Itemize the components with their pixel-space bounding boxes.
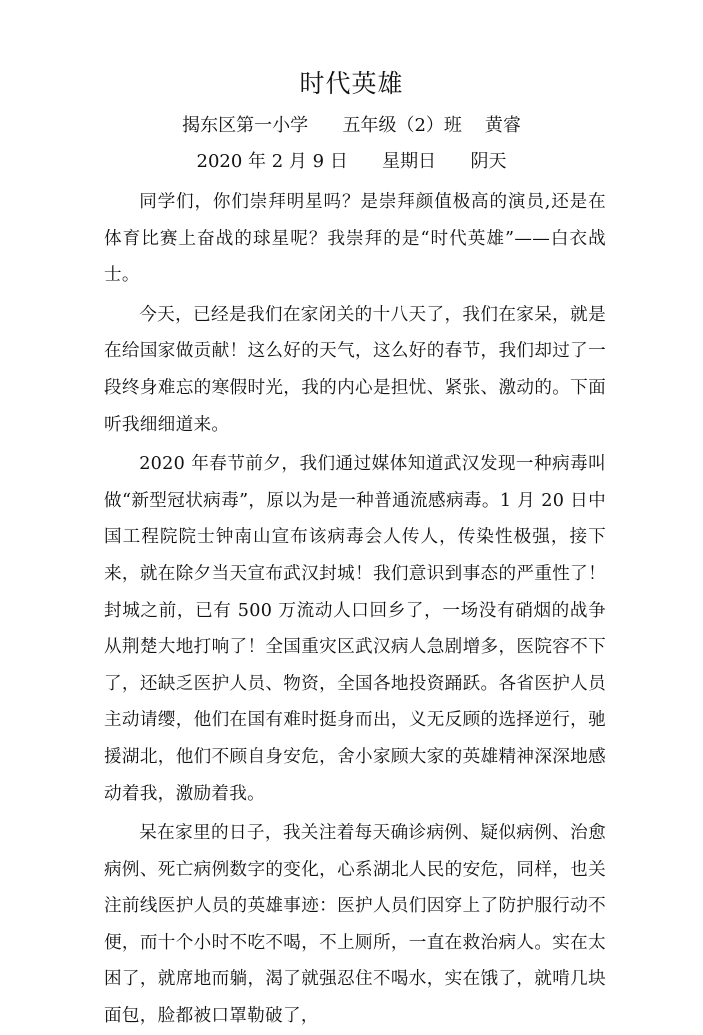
paragraph: 今天，已经是我们在家闭关的十八天了，我们在家呆，就是在给国家做贡献！这么好的天气，这么好的春节，我们却过了一段终身难忘的寒假时光，我的内心是担忧、紧张、激动的。下面听我细细道来。	[104, 304, 606, 435]
paragraph: 2020 年春节前夕，我们通过媒体知道武汉发现一种病毒叫做“新型冠状病毒”，原以为是一种普通流感病毒。1 月 20 日中国工程院院士钟南山宣布该病毒会人传人，传染性极强，接下来，就在除夕当天宣布武汉封城！我们意识到事态的严重性了！封城之前，已有 500 万流动人口回乡了，一场没有硝烟的战争从荆楚大地打响了！全国重灾区武汉病人急剧增多，医院容不下了，还缺乏医护人员、物资，全国各地投资踊跃。各省医护人员主动请缨，他们在国有难时挺身而出，义无反顾的选择逆行，驰援湖北，他们不顾自身安危，舍小家顾大家的英雄精神深深地感动着我，激励着我。	[104, 454, 606, 804]
document-title: 时代英雄	[299, 69, 404, 98]
author-line: 揭东区第一小学 五年级（2）班 黄睿	[182, 115, 521, 136]
document-body	[104, 184, 606, 1035]
paragraph: 呆在家里的日子，我关注着每天确诊病例、疑似病例、治愈病例、死亡病例数字的变化，心系湖北人民的安危，同样，也关注前线医护人员的英雄事迹：医护人员们因穿上了防护服行动不便，而十个小时不吃不喝，不上厕所，一直在救治病人。实在太困了，就席地而躺，渴了就强忍住不喝水，实在饿了，就啃几块面包，脸都被口罩勒破了，	[104, 823, 606, 1027]
paragraph: 同学们，你们崇拜明星吗？是崇拜颜值极高的演员,还是在体育比赛上奋战的球星呢？我崇拜的是“时代英雄”——白衣战士。	[104, 192, 606, 286]
date-line: 2020 年 2 月 9 日 星期日 阴天	[196, 151, 507, 172]
